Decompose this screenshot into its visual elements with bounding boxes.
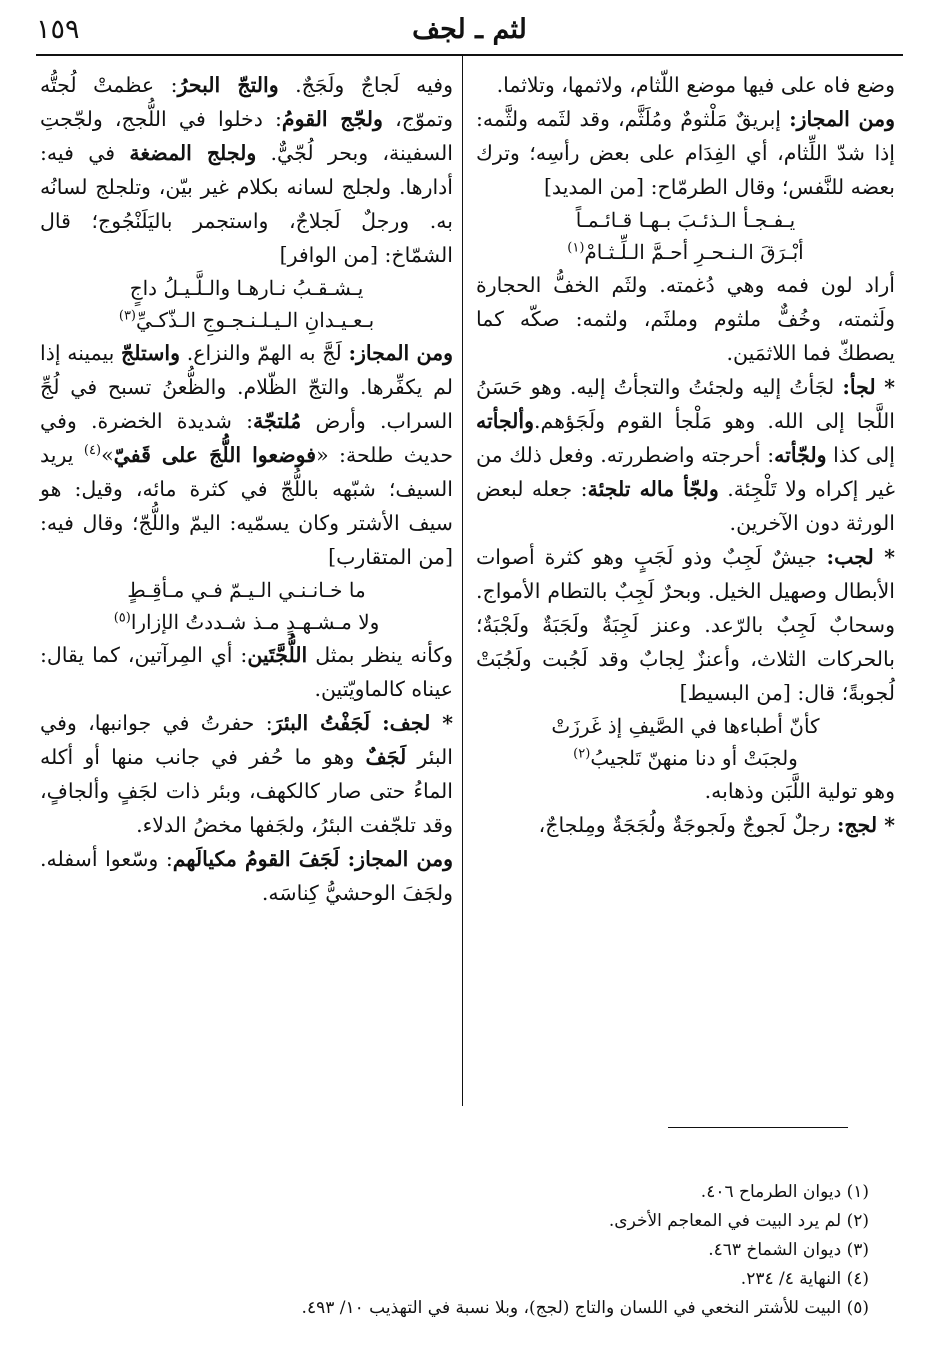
entry-head: * لجأ: [842, 375, 895, 400]
paragraph: ومن المجاز: لَجَّ به الهمّ والنزاع. واستلجّ بيمينه إذا لم يكفِّرها. والتجّ الظّلام. والظُّعنُ تسبح في لُجِّ السراب. وأرض مُلتجّة: شديدة الخضرة. وفي حديث طلحة: «فوضعوا اللُّجَ على قَفيّ»$^{(٤)}$ يريد السيف؛ شبّهه باللُّجّ في كثرة مائه، وقيل: هو سيف الأشتر وكان يسمّيه: اليمّ واللُّجّ؛ وقال فيه: [من المتقارب] [40, 341, 453, 570]
footnote: (١) ديوان الطرماح ٤٠٦. [700, 1182, 869, 1202]
paragraph: ومن المجاز: إبريقٌ مَلْثومٌ ومُلَثَّم، وقد لثَمه ولثَّمه: إذا شدّ اللِّثام، أي الفِدَام على بعض رأسِه؛ وترك بعضه للنَّفس؛ وقال الطرمّاح: [من المديد] [476, 107, 895, 200]
entry-lajaj: * لجج: رجلٌ لَجوجٌ ولَجوجَةٌ ولُجَجَةٌ ومِلجاجٌ، [538, 813, 895, 838]
entry-head: * لجج: [836, 813, 895, 838]
header-rule [36, 54, 903, 56]
page-number: ١٥٩ [36, 14, 80, 45]
entry-lajab: * لجب: جيشٌ لَجِبٌ وذو لَجَبٍ وهو كثرة أصوات الأبطال وصهيل الخيل. وبحرٌ لَجِبٌ بالتطام الأمواج. وسحابٌ لَجِبٌ بالرّعد. وعنز لَجِبَةٌ ولَجَبَةٌ ولَجْبَةٌ؛ بالحركات الثلاث، وأعنزٌ لِجابٌ وقد لَجُبت ولَجُبَتْ لُجوبةً؛ قال: [من البسيط] [476, 545, 895, 706]
footnote-ref: (١) [567, 240, 585, 256]
footnote: (٣) ديوان الشماخ ٤٦٣. [708, 1239, 869, 1260]
paragraph: وهو تولية اللَّبَن وذهابه. [704, 779, 895, 804]
footnote-ref: (٢) [573, 746, 591, 762]
majaz-label: ومن المجاز: [347, 847, 453, 872]
footnote-ref: (٥) [113, 610, 131, 626]
paragraph: وضع فاه على فيها موضع اللّثام، ولاثمها، وتلاثما. [496, 73, 895, 97]
entry-lajaf: * لجف: لَجَفْتُ البئرَ: حفرتُ في جوانبها، وفي البئر لَجَفٌ وهو ما حُفر في جانب منها أو أكله الماءُ حتى صار كالكهف، وبئر ذات لجَفٍ وألجافٍ، وقد تلجّفت البئرُ، ولجَفها مخضُ الدلاء. [40, 711, 454, 838]
entry-laja: * لجأ: لجَأتُ إليه ولجئتُ والتجأتُ إليه. وهو حَسَنُ اللَّجا إلى الله. وهو مَلْجأ القوم ولَجَؤهم.وألجأته إلى كذا ولجّأته: أحرجته واضطررته. وفعل ذلك من غير إكراه ولا تَلْجِئة. ولجّأ ماله تلجئة: جعله لبعض الورثة دون الآخرين. [476, 375, 896, 536]
running-title: لثم ـ لجف [412, 14, 527, 45]
verse: ما خـانـنـي الـيـمّ فـي مـأقِـطٍ ولا مـشـهـدٍ مـذ شـددتُ الإزارا$^{(٥)}$ [113, 578, 380, 635]
footnote-rule [668, 1127, 848, 1128]
footnote: (٤) النهاية ٤/ ٢٣٤. [740, 1268, 869, 1289]
entry-head: * لجف: [382, 711, 454, 736]
verse: يـفـجـأ الـذئـبَ بـهـا قـائـمـاً أبْـرَقَ الـنـحـرِ أحـمَّ الـلِّـثـامْ$^{(١)}$ [567, 208, 804, 265]
paragraph: وفيه لَجاجٌ ولَجَجٌ. والتجّ البحرُ: عظمتْ لُجتُّه وتموّج، ولجّج القومُ: دخلوا في اللُّجج، ولجّجتِ السفينة، وبحر لُجّيٌّ. ولجلج المضغة في فيه: أدارها. ولجلج لسانه بكلام غير بيّن، وتلجلج لسانُه به. ورجلٌ لَجلاجٌ، واستجمر باليَلَنْجُوج؛ قال الشمّاخ: [من الوافر] [40, 73, 454, 268]
entry-head: * لجب: [826, 545, 895, 570]
paragraph: ومن المجاز: لَجَفَ القومُ مكيالَهم: وسّعوا أسفله. ولجَفَ الوحشيُّ كِناسَه. [40, 847, 453, 906]
majaz-label: ومن المجاز: [789, 107, 895, 132]
right-column [476, 68, 895, 842]
footnote-ref: (٤) [83, 443, 102, 459]
footnote: (٥) البيت للأشتر النخعي في اللسان والتاج (لجج)، وبلا نسبة في التهذيب ١٠/ ٤٩٣. [301, 1297, 869, 1318]
page-header [36, 14, 903, 50]
column-divider [462, 56, 463, 1106]
footnotes [40, 1178, 869, 1322]
left-column [40, 68, 453, 910]
verse: يـشـقـبُ نـارهـا والـلَّـيـلُ داجٍ بـعـيـدانِ الـيـلـنـجـوجِ الـذّكـيِّ$^{(٣)}$ [118, 276, 375, 333]
paragraph: وكأنه ينظر بمثل اللُّجَّتَين: أي المِرآتين، كما يقال: عيناه كالماويّتين. [40, 643, 453, 702]
verse: كأنّ أطباءها في الصَّيفِ إذ غَرزَتْ ولجبَتْ أو دنا منهنّ تَلجيبُ$^{(٢)}$ [551, 714, 820, 771]
majaz-label: ومن المجاز: [348, 341, 453, 366]
footnote-ref: (٣) [118, 308, 136, 324]
footnote: (٢) لم يرد البيت في المعاجم الأخرى. [608, 1210, 869, 1231]
paragraph: أراد لون فمه وهي دُغمته. ولثَم الخفُّ الحجارة ولَثمته، وخُفٌّ ملثوم وملثَم، ولثمه: صكّه كما يصطكّ فما اللاثمَين. [476, 273, 895, 366]
